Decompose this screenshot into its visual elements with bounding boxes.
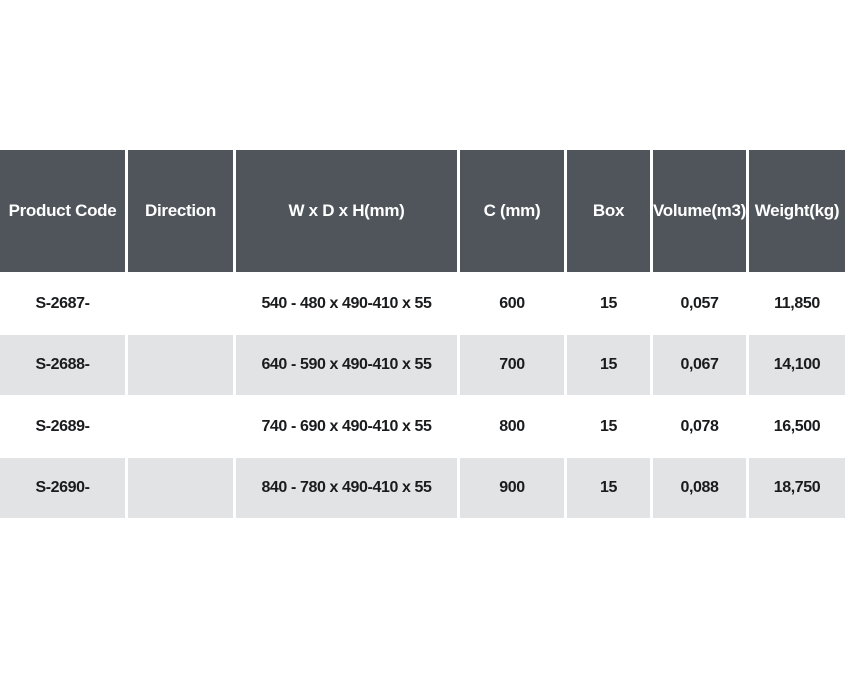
dimensions-cell: 640 - 590 x 490-410 x 55 (236, 335, 457, 395)
direction-cell (128, 335, 233, 395)
direction-cell (128, 398, 233, 455)
weight-cell: 11,850 (749, 275, 845, 332)
weight-cell: 18,750 (749, 458, 845, 518)
weight-cell: 16,500 (749, 398, 845, 455)
c-mm-cell: 600 (460, 275, 564, 332)
box-cell: 15 (567, 335, 650, 395)
direction-cell (128, 458, 233, 518)
dimensions-cell: 740 - 690 x 490-410 x 55 (236, 398, 457, 455)
dimensions-cell: 840 - 780 x 490-410 x 55 (236, 458, 457, 518)
product-code-cell: S-2690- (0, 458, 125, 518)
product-code-cell: S-2687- (0, 275, 125, 332)
box-cell: 15 (567, 275, 650, 332)
product-spec-table (0, 150, 845, 518)
box-cell: 15 (567, 398, 650, 455)
volume-cell: 0,078 (653, 398, 746, 455)
box-cell: 15 (567, 458, 650, 518)
column-header-product-code: Product Code (0, 150, 125, 272)
direction-cell (128, 275, 233, 332)
column-header-c-mm: C (mm) (460, 150, 564, 272)
dimensions-cell: 540 - 480 x 490-410 x 55 (236, 275, 457, 332)
c-mm-cell: 800 (460, 398, 564, 455)
weight-cell: 14,100 (749, 335, 845, 395)
column-header-weight: Weight(kg) (749, 150, 845, 272)
column-header-direction: Direction (128, 150, 233, 272)
volume-cell: 0,067 (653, 335, 746, 395)
c-mm-cell: 900 (460, 458, 564, 518)
c-mm-cell: 700 (460, 335, 564, 395)
column-header-dimensions: W x D x H(mm) (236, 150, 457, 272)
column-header-box: Box (567, 150, 650, 272)
volume-cell: 0,057 (653, 275, 746, 332)
volume-cell: 0,088 (653, 458, 746, 518)
column-header-volume: Volume(m3) (653, 150, 746, 272)
product-code-cell: S-2689- (0, 398, 125, 455)
product-code-cell: S-2688- (0, 335, 125, 395)
